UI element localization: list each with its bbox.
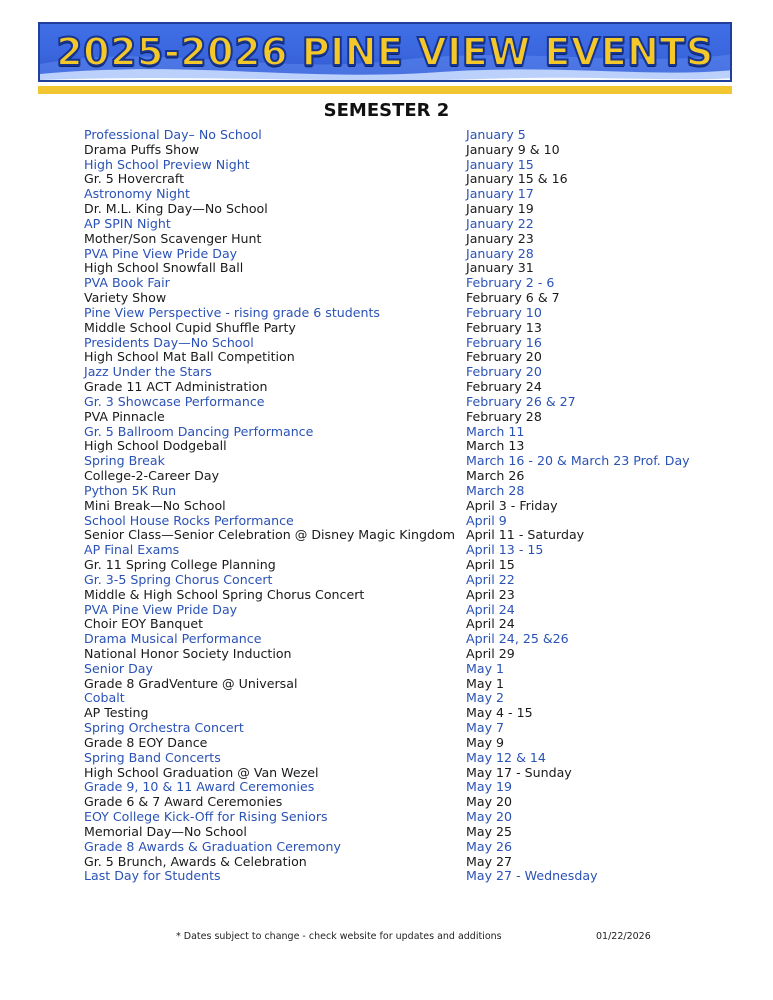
event-row (84, 439, 744, 454)
event-row (84, 217, 744, 232)
event-row (84, 736, 744, 751)
event-name: Choir EOY Banquet (84, 616, 204, 632)
event-date: April 13 - 15 (466, 542, 544, 558)
footer-date: 01/22/2026 (596, 931, 651, 942)
event-row (84, 706, 744, 721)
event-row (84, 261, 744, 276)
event-date: February 16 (466, 334, 542, 350)
event-row (84, 425, 744, 440)
event-name: High School Preview Night (84, 156, 250, 172)
event-row (84, 291, 744, 306)
event-date: February 13 (466, 319, 542, 335)
event-date: January 5 (466, 127, 526, 142)
event-row (84, 410, 744, 425)
event-row (84, 395, 744, 410)
event-date: May 19 (466, 779, 513, 795)
event-date: May 25 (466, 823, 513, 839)
event-date: January 23 (466, 230, 534, 246)
event-row (84, 484, 744, 499)
event-row (84, 380, 744, 395)
event-row (84, 603, 744, 618)
event-name: Spring Band Concerts (84, 749, 221, 765)
event-date: April 24 (466, 616, 515, 632)
event-date: May 12 & 14 (466, 749, 546, 765)
event-date: May 7 (466, 720, 505, 736)
event-date: April 24 (466, 601, 515, 617)
event-name: PVA Pinnacle (84, 408, 165, 424)
event-date: April 24, 25 &26 (466, 631, 569, 647)
event-row (84, 677, 744, 692)
footer-note: * Dates subject to change - check website for updates and additions (176, 931, 502, 942)
event-name: High School Mat Ball Competition (84, 349, 295, 365)
event-name: Mother/Son Scavenger Hunt (84, 230, 262, 246)
event-name: PVA Pine View Pride Day (84, 245, 238, 261)
event-name: Python 5K Run (84, 482, 177, 498)
event-name: Gr. 5 Ballroom Dancing Performance (84, 423, 314, 439)
event-row (84, 202, 744, 217)
event-row (84, 617, 744, 632)
event-name: AP SPIN Night (84, 215, 171, 231)
event-row (84, 499, 744, 514)
event-row (84, 454, 744, 469)
event-row (84, 276, 744, 291)
event-row (84, 751, 744, 766)
event-name: Presidents Day—No School (84, 334, 254, 350)
event-row (84, 321, 744, 336)
event-date: February 2 - 6 (466, 275, 555, 291)
event-row (84, 840, 744, 855)
event-row (84, 855, 744, 870)
event-date: May 2 (466, 690, 505, 706)
event-date: February 26 & 27 (466, 393, 576, 409)
event-date: May 27 - Wednesday (466, 868, 598, 884)
event-date: February 28 (466, 408, 542, 424)
event-row (84, 306, 744, 321)
event-date: January 31 (466, 260, 534, 276)
event-name: AP Testing (84, 705, 149, 721)
event-name: Gr. 5 Brunch, Awards & Celebration (84, 853, 307, 869)
event-date: March 13 (466, 438, 525, 454)
event-row (84, 558, 744, 573)
event-name: Grade 9, 10 & 11 Award Ceremonies (84, 779, 315, 795)
event-row (84, 469, 744, 484)
event-name: Astronomy Night (84, 186, 190, 202)
event-name: AP Final Exams (84, 542, 180, 558)
event-row (84, 232, 744, 247)
event-row (84, 143, 744, 158)
event-name: Pine View Perspective - rising grade 6 students (84, 304, 380, 320)
event-name: Drama Musical Performance (84, 631, 262, 647)
event-date: March 28 (466, 482, 525, 498)
event-name: Grade 11 ACT Administration (84, 379, 268, 395)
event-row (84, 187, 744, 202)
event-date: May 9 (466, 734, 505, 750)
event-name: Mini Break—No School (84, 497, 226, 513)
event-date: April 15 (466, 557, 515, 573)
event-date: January 15 (466, 156, 534, 172)
event-row (84, 825, 744, 840)
event-row (84, 691, 744, 706)
event-name: PVA Pine View Pride Day (84, 601, 238, 617)
event-date: February 20 (466, 349, 542, 365)
event-name: Senior Day (84, 660, 153, 676)
event-name: Grade 8 EOY Dance (84, 734, 208, 750)
event-name: Spring Orchestra Concert (84, 720, 244, 736)
event-date: January 19 (466, 201, 534, 217)
event-date: March 26 (466, 468, 525, 484)
event-date: January 28 (466, 245, 534, 261)
event-row (84, 647, 744, 662)
events-list (84, 128, 744, 884)
event-row (84, 810, 744, 825)
event-date: April 11 - Saturday (466, 527, 585, 543)
event-row (84, 588, 744, 603)
event-name: High School Dodgeball (84, 438, 227, 454)
semester-heading: SEMESTER 2 (323, 100, 450, 121)
event-row (84, 528, 744, 543)
event-date: May 20 (466, 794, 513, 810)
event-name: Gr. 3 Showcase Performance (84, 393, 265, 409)
event-row (84, 662, 744, 677)
event-date: March 11 (466, 423, 525, 439)
event-row (84, 247, 744, 262)
event-row (84, 573, 744, 588)
event-name: Memorial Day—No School (84, 823, 247, 839)
event-date: February 20 (466, 364, 542, 380)
event-row (84, 350, 744, 365)
event-date: May 1 (466, 660, 505, 676)
event-name: Jazz Under the Stars (84, 364, 212, 380)
event-name: Gr. 5 Hovercraft (84, 171, 185, 187)
event-row (84, 766, 744, 781)
page-title: 2025-2026 PINE VIEW EVENTS (56, 30, 714, 74)
event-date: April 29 (466, 645, 515, 661)
event-date: April 9 (466, 512, 507, 528)
event-name: Spring Break (84, 453, 165, 469)
event-date: May 1 (466, 675, 505, 691)
event-row (84, 158, 744, 173)
event-name: Gr. 3-5 Spring Chorus Concert (84, 571, 273, 587)
event-name: Gr. 11 Spring College Planning (84, 557, 276, 573)
event-row (84, 365, 744, 380)
event-date: May 17 - Sunday (466, 764, 572, 780)
event-date: February 10 (466, 304, 542, 320)
event-row (84, 128, 744, 143)
event-name: Senior Class—Senior Celebration @ Disney Magic Kingdom (84, 527, 455, 543)
event-name: Professional Day– No School (84, 127, 262, 142)
event-name: Grade 8 Awards & Graduation Ceremony (84, 838, 341, 854)
event-date: April 3 - Friday (466, 497, 558, 513)
event-row (84, 172, 744, 187)
event-name: Grade 6 & 7 Award Ceremonies (84, 794, 283, 810)
event-name: National Honor Society Induction (84, 645, 292, 661)
event-name: Drama Puffs Show (84, 141, 200, 157)
event-row (84, 721, 744, 736)
event-row (84, 514, 744, 529)
event-name: Middle School Cupid Shuffle Party (84, 319, 296, 335)
event-name: Last Day for Students (84, 868, 221, 884)
header-banner (38, 22, 732, 82)
event-row (84, 543, 744, 558)
event-name: High School Graduation @ Van Wezel (84, 764, 319, 780)
event-date: February 24 (466, 379, 542, 395)
event-row (84, 780, 744, 795)
event-row (84, 632, 744, 647)
event-row (84, 795, 744, 810)
event-name: Cobalt (84, 690, 125, 706)
event-name: School House Rocks Performance (84, 512, 294, 528)
event-row (84, 336, 744, 351)
event-date: April 22 (466, 571, 515, 587)
event-name: PVA Book Fair (84, 275, 170, 291)
event-date: January 9 & 10 (466, 141, 560, 157)
header-accent-bar (38, 86, 732, 94)
event-name: Grade 8 GradVenture @ Universal (84, 675, 298, 691)
event-name: Dr. M.L. King Day—No School (84, 201, 268, 217)
event-name: Variety Show (84, 290, 167, 306)
event-name: College-2-Career Day (84, 468, 220, 484)
event-date: January 15 & 16 (466, 171, 568, 187)
event-name: High School Snowfall Ball (84, 260, 244, 276)
event-date: May 20 (466, 809, 513, 825)
event-date: February 6 & 7 (466, 290, 560, 306)
event-date: March 16 - 20 & March 23 Prof. Day (466, 453, 690, 469)
event-row (84, 869, 744, 884)
event-date: January 17 (466, 186, 534, 202)
event-name: EOY College Kick-Off for Rising Seniors (84, 809, 328, 825)
event-date: January 22 (466, 215, 534, 231)
event-date: May 4 - 15 (466, 705, 533, 721)
event-date: April 23 (466, 586, 515, 602)
event-date: May 26 (466, 838, 513, 854)
event-date: May 27 (466, 853, 513, 869)
event-name: Middle & High School Spring Chorus Concert (84, 586, 365, 602)
